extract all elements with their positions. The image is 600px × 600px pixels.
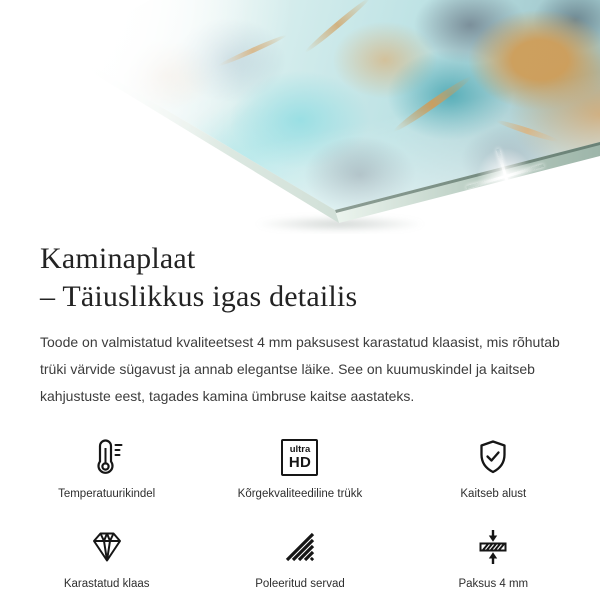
feature-label: Paksus 4 mm — [458, 578, 529, 590]
product-image — [0, 0, 600, 234]
feature-protects-base — [397, 434, 590, 500]
feature-label: Temperatuurikindel — [58, 488, 156, 500]
feature-temperature-resistant — [10, 434, 203, 500]
feature-label: Poleeritud servad — [255, 578, 345, 590]
thickness-icon — [473, 524, 513, 570]
polished-edges-icon — [280, 524, 320, 570]
feature-grid — [0, 434, 600, 590]
page-title-line1: Kaminaplaat — [40, 242, 196, 275]
diamond-icon — [87, 524, 127, 570]
feature-high-quality-print — [203, 434, 396, 500]
page-title — [40, 240, 560, 316]
thermometer-icon — [87, 434, 127, 480]
ultra-hd-icon: ultra HD — [281, 434, 318, 480]
feature-polished-edges — [203, 524, 396, 590]
feature-label: Karastatud klaas — [63, 578, 150, 590]
page-title-line2: – Täiuslikkus igas detailis — [40, 280, 358, 313]
product-description: Toode on valmistatud kvaliteetsest 4 mm paksusest karastatud klaasist, mis rõhutab trüki värvide sügavust ja annab elegantse läike. See on kuumuskindel ja kaitseb kahjustuste eest, tagades kamina ümbruse kaitse aastateks. — [40, 334, 560, 404]
feature-thickness-4mm — [397, 524, 590, 590]
feature-label: Kõrgekvaliteediline trükk — [237, 488, 363, 500]
feature-label: Kaitseb alust — [460, 488, 527, 500]
shield-check-icon — [473, 434, 513, 480]
feature-tempered-glass — [10, 524, 203, 590]
